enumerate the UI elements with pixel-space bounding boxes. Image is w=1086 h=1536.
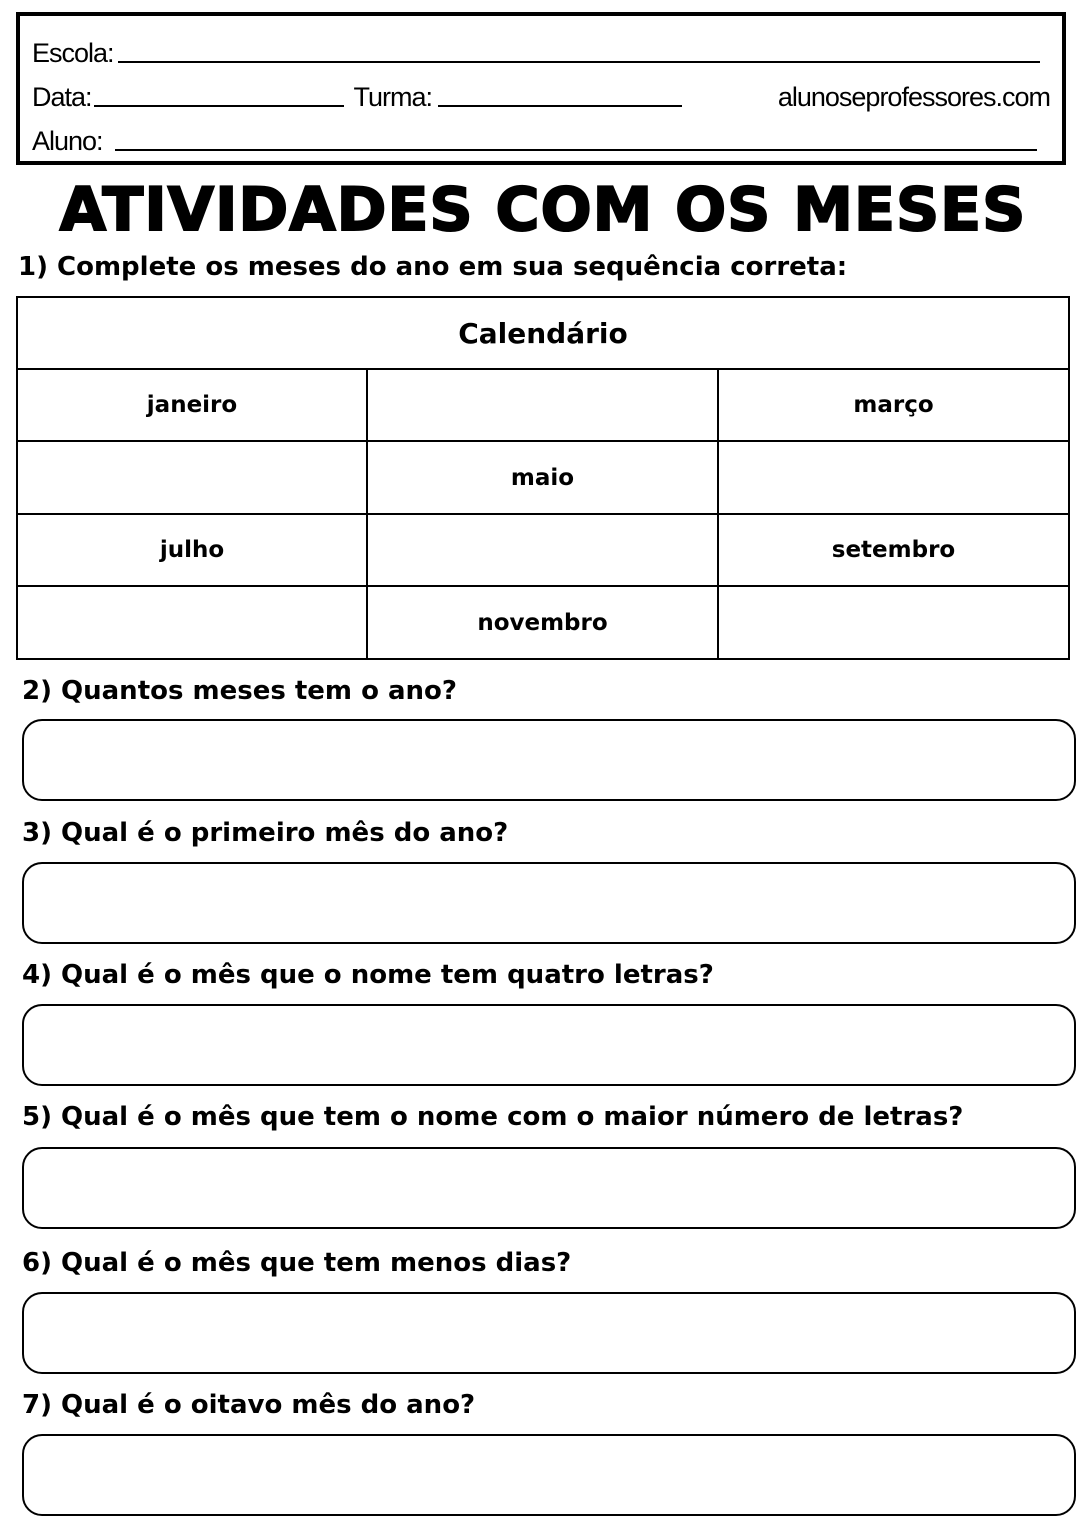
website-text: alunoseprofessores.com bbox=[777, 82, 1050, 112]
question-4: 4) Qual é o mês que o nome tem quatro letras? bbox=[22, 960, 714, 990]
class-field[interactable] bbox=[438, 105, 682, 107]
question-1: 1) Complete os meses do ano em sua sequência correta: bbox=[18, 252, 848, 282]
calendar-cell-blank[interactable] bbox=[368, 370, 719, 442]
question-5: 5) Qual é o mês que tem o nome com o maior número de letras? bbox=[22, 1102, 964, 1132]
question-3: 3) Qual é o primeiro mês do ano? bbox=[22, 818, 509, 848]
question-2: 2) Quantos meses tem o ano? bbox=[22, 676, 457, 706]
answer-box-4[interactable] bbox=[22, 1004, 1076, 1086]
calendar-cell-blank[interactable] bbox=[719, 442, 1068, 515]
page-title: ATIVIDADES COM OS MESES bbox=[59, 175, 1027, 245]
answer-box-2[interactable] bbox=[22, 719, 1076, 801]
calendar-cell-blank[interactable] bbox=[719, 587, 1068, 658]
school-label: Escola: bbox=[32, 38, 114, 68]
date-field[interactable] bbox=[94, 105, 344, 107]
date-class-row bbox=[32, 82, 1050, 113]
calendar-cell: novembro bbox=[368, 587, 719, 658]
school-field[interactable] bbox=[118, 61, 1040, 63]
answer-box-6[interactable] bbox=[22, 1292, 1076, 1374]
question-6: 6) Qual é o mês que tem menos dias? bbox=[22, 1248, 572, 1278]
answer-box-7[interactable] bbox=[22, 1434, 1076, 1516]
calendar-cell-blank[interactable] bbox=[368, 515, 719, 587]
question-7: 7) Qual é o oitavo mês do ano? bbox=[22, 1390, 476, 1420]
calendar-cell: março bbox=[719, 370, 1068, 442]
calendar-cell: janeiro bbox=[18, 370, 368, 442]
answer-box-5[interactable] bbox=[22, 1147, 1076, 1229]
student-row bbox=[32, 126, 1050, 157]
calendar-cell-blank[interactable] bbox=[18, 587, 368, 658]
calendar-cell-blank[interactable] bbox=[18, 442, 368, 515]
calendar-cell: maio bbox=[368, 442, 719, 515]
calendar-table bbox=[16, 296, 1070, 660]
header-box bbox=[16, 12, 1066, 165]
student-field[interactable] bbox=[115, 149, 1037, 151]
calendar-heading: Calendário bbox=[18, 298, 1068, 370]
calendar-cell: julho bbox=[18, 515, 368, 587]
school-row bbox=[32, 38, 1050, 69]
calendar-cell: setembro bbox=[719, 515, 1068, 587]
class-label: Turma: bbox=[353, 82, 433, 112]
calendar-grid bbox=[18, 370, 1068, 658]
date-label: Data: bbox=[32, 82, 92, 112]
student-label: Aluno: bbox=[32, 126, 103, 156]
answer-box-3[interactable] bbox=[22, 862, 1076, 944]
